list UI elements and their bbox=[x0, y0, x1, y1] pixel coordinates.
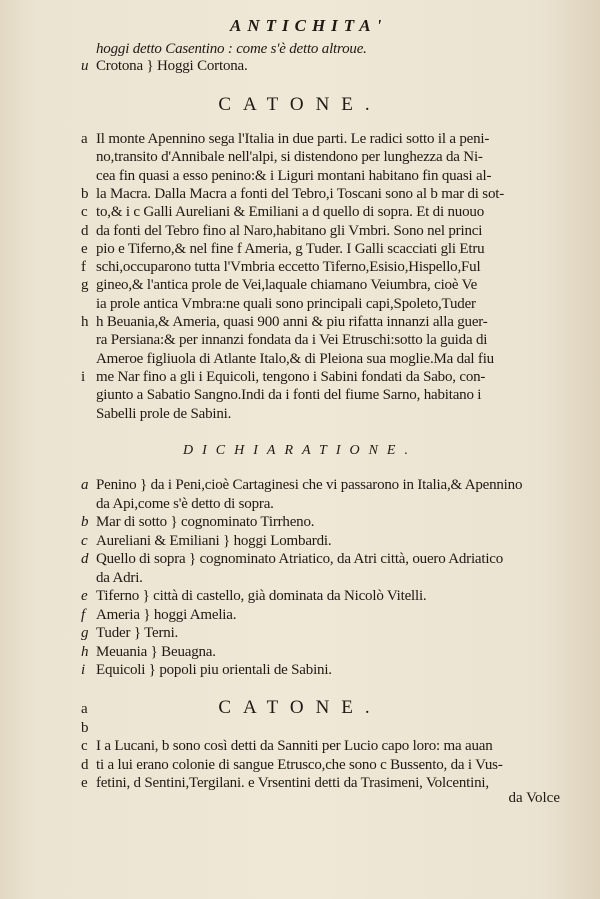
line-text: Tiferno } città di castello, già dominata da Nicolò Vitelli. bbox=[96, 588, 427, 604]
section-title-catone-2: CATONE. bbox=[218, 697, 382, 718]
line-text: cea fin quasi a esso penino:& i Liguri montani habitano fin quasi al- bbox=[96, 167, 492, 184]
margin-letter: b bbox=[81, 514, 89, 530]
line-text: ia prole antica Vmbra:ne quali sono principali capi,Spoleto,Tuder bbox=[96, 295, 476, 312]
margin-letter: e bbox=[81, 588, 88, 604]
text-line bbox=[0, 403, 600, 425]
margin-letter: g bbox=[81, 625, 89, 641]
line-text: Quello di sopra } cognominato Atriatico, da Atri città, ouero Adriatico bbox=[96, 551, 504, 567]
line-text: giunto a Sabatio Sangno.Indi da i fonti del fiume Sarno, habitano i bbox=[96, 387, 482, 404]
line-text: no,transito d'Annibale nell'alpi, si distendono per lunghezza da Ni- bbox=[96, 149, 483, 166]
line-text: schi,occuparono tutta l'Vmbria eccetto Tiferno,Esisio,Hispello,Ful bbox=[96, 259, 481, 276]
line-text: h Beuania,& Ameria, quasi 900 anni & piu rifatta innanzi alla guer- bbox=[96, 314, 488, 330]
line-text: Ameria } hoggi Amelia. bbox=[96, 606, 237, 623]
line-text: I a Lucani, b sono così detti da Sanniti per Lucio capo loro: ma auan bbox=[96, 738, 493, 754]
margin-letter: i bbox=[81, 662, 86, 678]
line-text: pio e Tiferno,& nel fine f Ameria, g Tuder. I Galli scacciati gli Etru bbox=[96, 240, 485, 257]
running-title: ANTICHITA' bbox=[230, 16, 388, 35]
header-line-1-text: hoggi detto Casentino : come s'è detto altroue. bbox=[96, 41, 367, 57]
margin-letter: h bbox=[81, 643, 89, 660]
section-title-catone-1: CATONE. bbox=[218, 94, 382, 115]
header-line-2-marker: u bbox=[81, 58, 89, 74]
margin-letter: d bbox=[81, 756, 89, 773]
line-text: fetini, d Sentini,Tergilani. e Vrsentini detti da Trasimeni, Volcentini, bbox=[96, 775, 489, 791]
margin-letter: f bbox=[81, 606, 86, 623]
line-text: Ameroe figliuola di Atlante Italo,& di Pleiona sua moglie.Ma dal fiu bbox=[96, 350, 494, 367]
line-text: da fonti del Tebro fino al Naro,habitano gli Vmbri. Sono nel princi bbox=[96, 222, 483, 239]
line-text: ra Persiana:& per innanzi fondata da i Vei Etruschi:sotto la guida di bbox=[96, 332, 488, 349]
line-text: la Macra. Dalla Macra a fonti del Tebro,i Toscani sono al b mar di sot- bbox=[96, 185, 505, 202]
margin-letter: d bbox=[81, 222, 89, 239]
margin-letter: e bbox=[81, 240, 88, 257]
margin-letter: c bbox=[81, 738, 88, 754]
margin-letter: c bbox=[81, 532, 88, 549]
margin-letter: g bbox=[81, 277, 89, 294]
margin-letter: b bbox=[81, 185, 89, 202]
margin-letter: a bbox=[81, 701, 88, 717]
line-text: Il monte Apennino sega l'Italia in due parti. Le radici sotto il a peni- bbox=[96, 131, 490, 147]
margin-letter: h bbox=[81, 314, 89, 330]
line-text: da Api,come s'è detto di sopra. bbox=[96, 495, 274, 512]
margin-letter: e bbox=[81, 775, 88, 791]
line-text: da Adri. bbox=[96, 569, 143, 586]
line-text: to,& i c Galli Aureliani & Emiliani a d quello di sopra. Et di nuouo bbox=[96, 204, 485, 221]
section-title-dichiaratione: DICHIARATIONE. bbox=[183, 443, 417, 458]
line-text: Penino } da i Peni,cioè Cartaginesi che vi passarono in Italia,& Apennino bbox=[96, 477, 523, 493]
last-line: da Volce bbox=[508, 790, 560, 806]
line-text: gineo,& l'antica prole de Vei,laquale chiamano Veiumbra, cioè Ve bbox=[96, 277, 478, 294]
line-text: Equicoli } popoli piu orientali de Sabini. bbox=[96, 662, 332, 678]
margin-letter: a bbox=[81, 477, 89, 493]
header-line-2 bbox=[0, 55, 600, 77]
margin-letter: f bbox=[81, 259, 86, 276]
margin-letter: d bbox=[81, 551, 89, 567]
line-text: Aureliani & Emiliani } hoggi Lombardi. bbox=[96, 532, 332, 549]
header-line-2-text: Crotona } Hoggi Cortona. bbox=[96, 58, 248, 74]
line-text: Mar di sotto } cognominato Tirrheno. bbox=[96, 514, 315, 530]
text-line bbox=[0, 659, 600, 681]
margin-letter: a bbox=[81, 131, 88, 147]
margin-letter: i bbox=[81, 368, 86, 385]
line-text: Tuder } Terni. bbox=[96, 625, 179, 641]
line-text: me Nar fino a gli i Equicoli, tengono i Sabini fondati da Sabo, con- bbox=[96, 368, 486, 385]
margin-letter: c bbox=[81, 204, 88, 221]
line-text: ti a lui erano colonie di sangue Etrusco,che sono c Bussento, da i Vus- bbox=[96, 756, 503, 773]
margin-letter: b bbox=[81, 719, 89, 736]
line-text: Sabelli prole de Sabini. bbox=[96, 405, 232, 422]
line-text: Meuania } Beuagna. bbox=[96, 643, 216, 660]
